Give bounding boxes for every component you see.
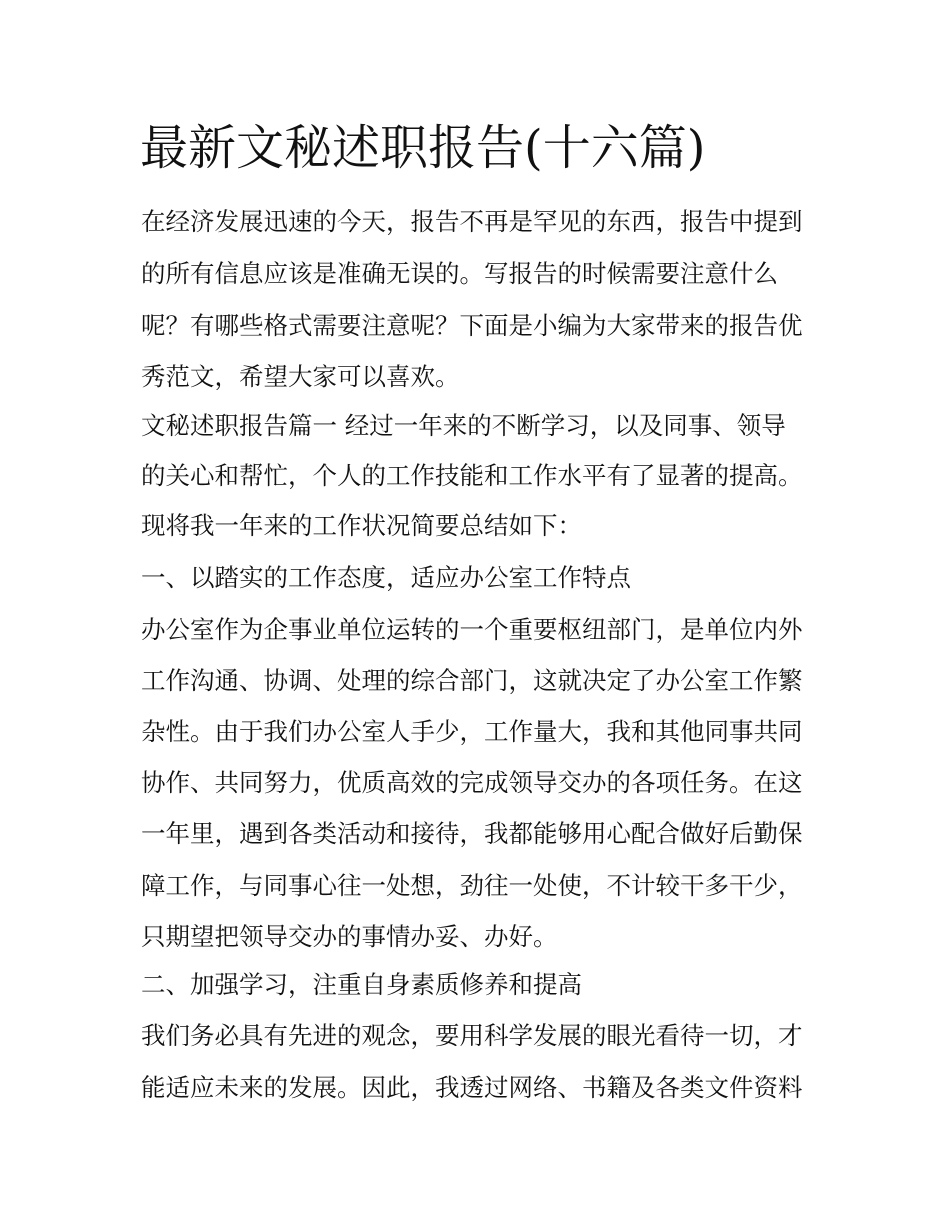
paragraph-line-11: 杂性。由于我们办公室人手少，工作量大，我和其他同事共同 [141,717,803,746]
paragraph-line-7: 现将我一年来的工作状况简要总结如下： [141,511,582,540]
paragraph-line-12: 协作、共同努力，优质高效的完成领导交办的各项任务。在这 [141,768,803,797]
paragraph-line-6: 的关心和帮忙，个人的工作技能和工作水平有了显著的提高。 [141,461,803,490]
paragraph-line-1: 在经济发展迅速的今天，报告不再是罕见的东西，报告中提到 [141,207,803,236]
paragraph-line-5: 文秘述职报告篇一 经过一年来的不断学习，以及同事、领导 [141,411,786,440]
paragraph-line-3: 呢？有哪些格式需要注意呢？下面是小编为大家带来的报告优 [141,311,803,340]
paragraph-line-14: 障工作，与同事心往一处想，劲往一处使，不计较干多干少， [141,871,803,900]
paragraph-line-4: 秀范文，希望大家可以喜欢。 [141,362,460,391]
section-heading-1: 一、以踏实的工作态度，适应办公室工作特点 [141,563,631,592]
paragraph-line-17: 我们务必具有先进的观念，要用科学发展的眼光看待一切，才 [141,1021,803,1050]
paragraph-line-15: 只期望把领导交办的事情办妥、办好。 [141,922,558,951]
paragraph-line-13: 一年里，遇到各类活动和接待，我都能够用心配合做好后勤保 [141,819,803,848]
document-title: 最新文秘述职报告(十六篇) [140,120,706,176]
paragraph-line-2: 的所有信息应该是准确无误的。写报告的时候需要注意什么 [141,259,778,288]
paragraph-line-18: 能适应未来的发展。因此，我透过网络、书籍及各类文件资料 [141,1073,803,1102]
section-heading-2: 二、加强学习，注重自身素质修养和提高 [141,970,582,999]
paragraph-line-10: 工作沟通、协调、处理的综合部门，这就决定了办公室工作繁 [141,666,803,695]
paragraph-line-9: 办公室作为企事业单位运转的一个重要枢纽部门，是单位内外 [141,615,803,644]
